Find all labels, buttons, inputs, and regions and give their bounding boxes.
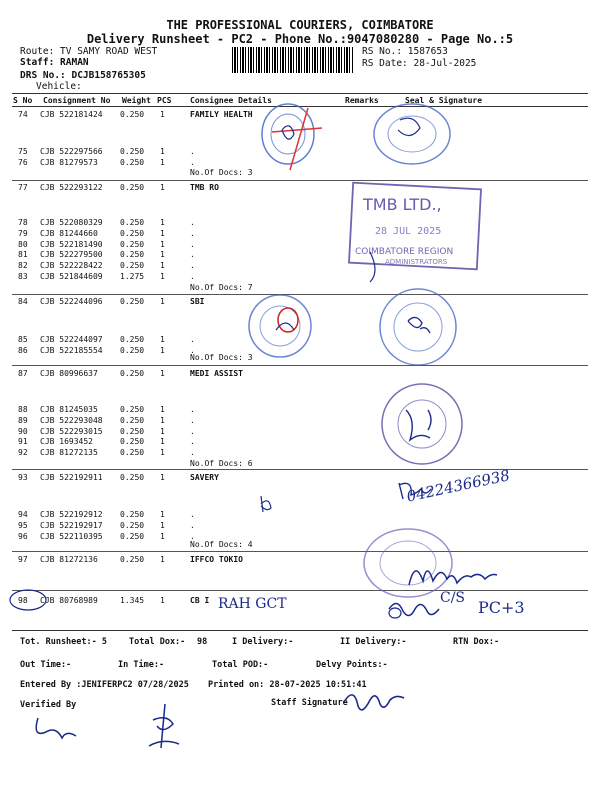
row-consignment: CJB 522192911 [40,473,103,482]
row-consignee: . [190,426,195,436]
row-weight: 0.250 [120,473,145,482]
row-consignee: . [190,218,195,227]
row-pcs: 1 [160,415,165,425]
table-row [0,369,600,379]
row-weight: 0.250 [120,555,145,564]
row-sno: 88 [18,405,28,414]
row-sno: 96 [18,531,28,541]
group-divider [12,551,588,552]
table-row [0,510,600,520]
col-signature: Seal & Signature [405,96,483,105]
col-weight: Weight [122,96,151,105]
rtn-dox: RTN Dox:- [453,637,500,647]
signature-savery [255,492,285,517]
row-consignee: . [190,415,195,425]
row-weight: 0.250 [120,405,145,414]
table-row [0,240,600,250]
rs-number: RS No.: 1587653 [362,46,448,57]
signature-verified-2 [145,700,190,755]
row-sno: 86 [18,345,28,355]
header-rule-top [12,93,588,94]
row-pcs: 1 [160,510,165,519]
row-consignee: . [190,345,195,355]
row-sno: 79 [18,228,28,238]
row-pcs: 1 [160,426,165,436]
row-consignee: . [190,250,195,260]
row-pcs: 1 [160,531,165,541]
stamp-family-health [260,100,320,170]
row-sno: 95 [18,520,28,530]
row-weight: 0.250 [120,183,145,192]
total-dox-label: Total Dox:- [129,637,186,647]
row-consignment: CJB 522181424 [40,110,103,119]
table-row [0,521,600,531]
row-sno: 92 [18,448,28,458]
row-weight: 0.250 [120,239,145,249]
tmb-stamp-name: TMB LTD., [363,195,442,214]
drs-number: DRS No.: DCJB158765305 [20,70,146,81]
row-consignee: IFFCO TOKIO [190,555,243,564]
row-consignment: CJB 522279500 [40,250,103,260]
table-row [0,272,600,282]
row-pcs: 1 [160,218,165,227]
row-consignment: CJB 522293122 [40,183,103,192]
row-consignment: CJB 522244097 [40,335,103,344]
row-consignee: . [190,405,195,414]
table-row [0,261,600,271]
row-weight: 0.250 [120,415,145,425]
stamp-tmb [345,182,485,267]
handwritten-pc: PC+3 [478,598,525,617]
stamp-sbi [246,290,316,365]
row-consignee: SBI [190,297,205,306]
row-sno: 97 [18,555,28,564]
row-pcs: 1 [160,335,165,344]
row-weight: 0.250 [120,110,145,119]
row-consignment: CJB 81279573 [40,157,98,167]
handwritten-cs: C/S [440,590,466,606]
row-sno: 98 [18,596,28,605]
tot-runsheet: Tot. Runsheet:- 5 [20,637,107,647]
row-pcs: 1 [160,596,165,605]
row-consignee: . [190,437,195,447]
row-consignee: FAMILY HEALTH [190,110,253,119]
row-pcs: 1 [160,239,165,249]
row-sno: 85 [18,335,28,344]
row-pcs: 1 [160,369,165,378]
row-consignment: CJB 81244660 [40,228,98,238]
col-remarks: Remarks [345,96,379,105]
staff-signature-label: Staff Signature [271,698,348,708]
row-pcs: 1 [160,473,165,482]
group-divider [12,180,588,181]
table-row [0,437,600,447]
row-pcs: 1 [160,183,165,192]
row-pcs: 1 [160,261,165,271]
table-row [0,250,600,260]
row-consignment: CJB 1693452 [40,437,93,447]
row-weight: 0.250 [120,218,145,227]
row-sno: 74 [18,110,28,119]
row-pcs: 1 [160,110,165,119]
row-sno: 82 [18,261,28,271]
barcode [232,47,354,73]
footer-rule [12,630,588,631]
row-weight: 0.250 [120,437,145,447]
row-weight: 0.250 [120,228,145,238]
entered-by: Entered By :JENIFERPC2 07/28/2025 [20,680,189,690]
row-consignment: CJB 522297566 [40,147,103,156]
group-divider [12,365,588,366]
tmb-stamp-admin: ADMINISTRATORS [385,258,448,266]
stamp-health-insurance [370,100,460,170]
row-consignee: . [190,335,195,344]
row-consignment: CJB 522181490 [40,239,103,249]
total-dox-value: 98 [197,637,208,647]
row-sno: 84 [18,297,28,306]
row-weight: 0.250 [120,345,145,355]
row-pcs: 1 [160,297,165,306]
i-delivery: I Delivery:- [232,637,294,647]
stamp-sbi-remarks [370,285,470,370]
table-row [0,218,600,228]
row-pcs: 1 [160,448,165,458]
table-row [0,448,600,458]
col-pcs: PCS [157,96,172,105]
total-pod: Total POD:- [212,660,269,670]
printed-on: Printed on: 28-07-2025 10:51:41 [208,680,367,690]
docs-count: No.Of Docs: 7 [190,283,253,292]
row-weight: 0.250 [120,157,145,167]
row-sno: 90 [18,426,28,436]
row-consignee: . [190,520,195,530]
row-consignee: . [190,261,195,271]
table-row [0,229,600,239]
row-weight: 0.250 [120,448,145,458]
row-consignment: CJB 522185554 [40,345,103,355]
vehicle: Vehicle: [36,81,82,92]
row-sno: 94 [18,510,28,519]
col-sno: S No [13,96,33,105]
table-row [0,427,600,437]
route: Route: TV SAMY ROAD WEST [20,46,158,57]
row-sno: 76 [18,157,28,167]
row-weight: 0.250 [120,369,145,378]
signature-verified [30,712,80,742]
docs-count: No.Of Docs: 6 [190,459,253,468]
row-consignment: CJB 81245035 [40,405,98,414]
table-row [0,183,600,193]
row-consignment: CJB 522244096 [40,297,103,306]
row-sno: 83 [18,272,28,281]
row-consignment: CJB 522192912 [40,510,103,519]
row-consignment: CJB 522192917 [40,520,103,530]
row-weight: 1.345 [120,596,145,605]
runsheet-subtitle: Delivery Runsheet - PC2 - Phone No.:9047080280 - Page No.:5 [86,32,514,46]
row-consignee: . [190,510,195,519]
row-consignment: CJB 522110395 [40,531,103,541]
row-sno: 93 [18,473,28,482]
delvy-points: Delvy Points:- [316,660,388,670]
row-consignment: CJB 522293048 [40,415,103,425]
row-pcs: 1 [160,555,165,564]
table-row [0,416,600,426]
row-pcs: 1 [160,147,165,156]
row-sno: 91 [18,437,28,447]
row-consignee: TMB RO [190,183,219,192]
row-weight: 0.250 [120,520,145,530]
row-pcs: 1 [160,405,165,414]
signature-98 [385,595,445,625]
row-pcs: 1 [160,228,165,238]
col-consignee: Consignee Details [190,96,272,105]
row-weight: 0.250 [120,335,145,344]
row-consignee: . [190,157,195,167]
row-weight: 0.250 [120,250,145,260]
docs-count: No.Of Docs: 4 [190,540,253,549]
signature-staff [340,684,410,719]
row-sno: 78 [18,218,28,227]
row-consignee: . [190,448,195,458]
row-consignee: . [190,239,195,249]
row-weight: 0.250 [120,261,145,271]
row-consignee: SAVERY [190,473,219,482]
in-time: In Time:- [118,660,165,670]
row-pcs: 1 [160,157,165,167]
row-consignee: MEDI ASSIST [190,369,243,378]
row-weight: 1.275 [120,272,145,281]
docs-count: No.Of Docs: 3 [190,353,253,362]
sno-98-circle [8,588,48,612]
row-consignment: CJB 80768989 [40,596,98,605]
stamp-medi-assist [372,380,472,470]
row-sno: 80 [18,239,28,249]
table-row [0,532,600,542]
row-consignment: CJB 522080329 [40,218,103,227]
row-consignee: CB I [190,596,210,605]
row-weight: 0.250 [120,426,145,436]
staff: Staff: RAMAN [20,57,89,68]
row-sno: 77 [18,183,28,192]
row-pcs: 1 [160,345,165,355]
row-pcs: 1 [160,272,165,281]
ii-delivery: II Delivery:- [340,637,407,647]
row-consignment: CJB 522293015 [40,426,103,436]
table-row [0,405,600,415]
docs-count: No.Of Docs: 3 [190,168,253,177]
row-consignment: CJB 521844609 [40,272,103,281]
row-consignment: CJB 81272136 [40,555,98,564]
row-consignment: CJB 80996637 [40,369,98,378]
signature-iffco [405,555,515,595]
rs-date: RS Date: 28-Jul-2025 [362,58,477,69]
row-consignment: CJB 81272135 [40,448,98,458]
row-consignee: . [190,272,195,281]
col-consignment: Consignment No [43,96,111,105]
tmb-stamp-date: 28 JUL 2025 [375,226,442,237]
row-sno: 87 [18,369,28,378]
row-weight: 0.250 [120,531,145,541]
row-consignee: . [190,531,195,541]
row-consignment: CJB 522228422 [40,261,103,271]
company-title: THE PROFESSIONAL COURIERS, COIMBATORE [166,18,434,32]
row-consignee: . [190,147,195,156]
tmb-stamp-region: COIMBATORE REGION [355,247,454,257]
verified-by: Verified By [20,700,77,710]
row-sno: 81 [18,250,28,260]
row-weight: 0.250 [120,147,145,156]
row-sno: 89 [18,415,28,425]
row-sno: 75 [18,147,28,156]
row-pcs: 1 [160,437,165,447]
row-weight: 0.250 [120,510,145,519]
row-pcs: 1 [160,520,165,530]
row-consignee: . [190,228,195,238]
out-time: Out Time:- [20,660,72,670]
row-pcs: 1 [160,250,165,260]
handwritten-ram: RAH GCT [218,596,287,612]
handwritten-phone: 04224366938 [405,466,512,506]
row-weight: 0.250 [120,297,145,306]
